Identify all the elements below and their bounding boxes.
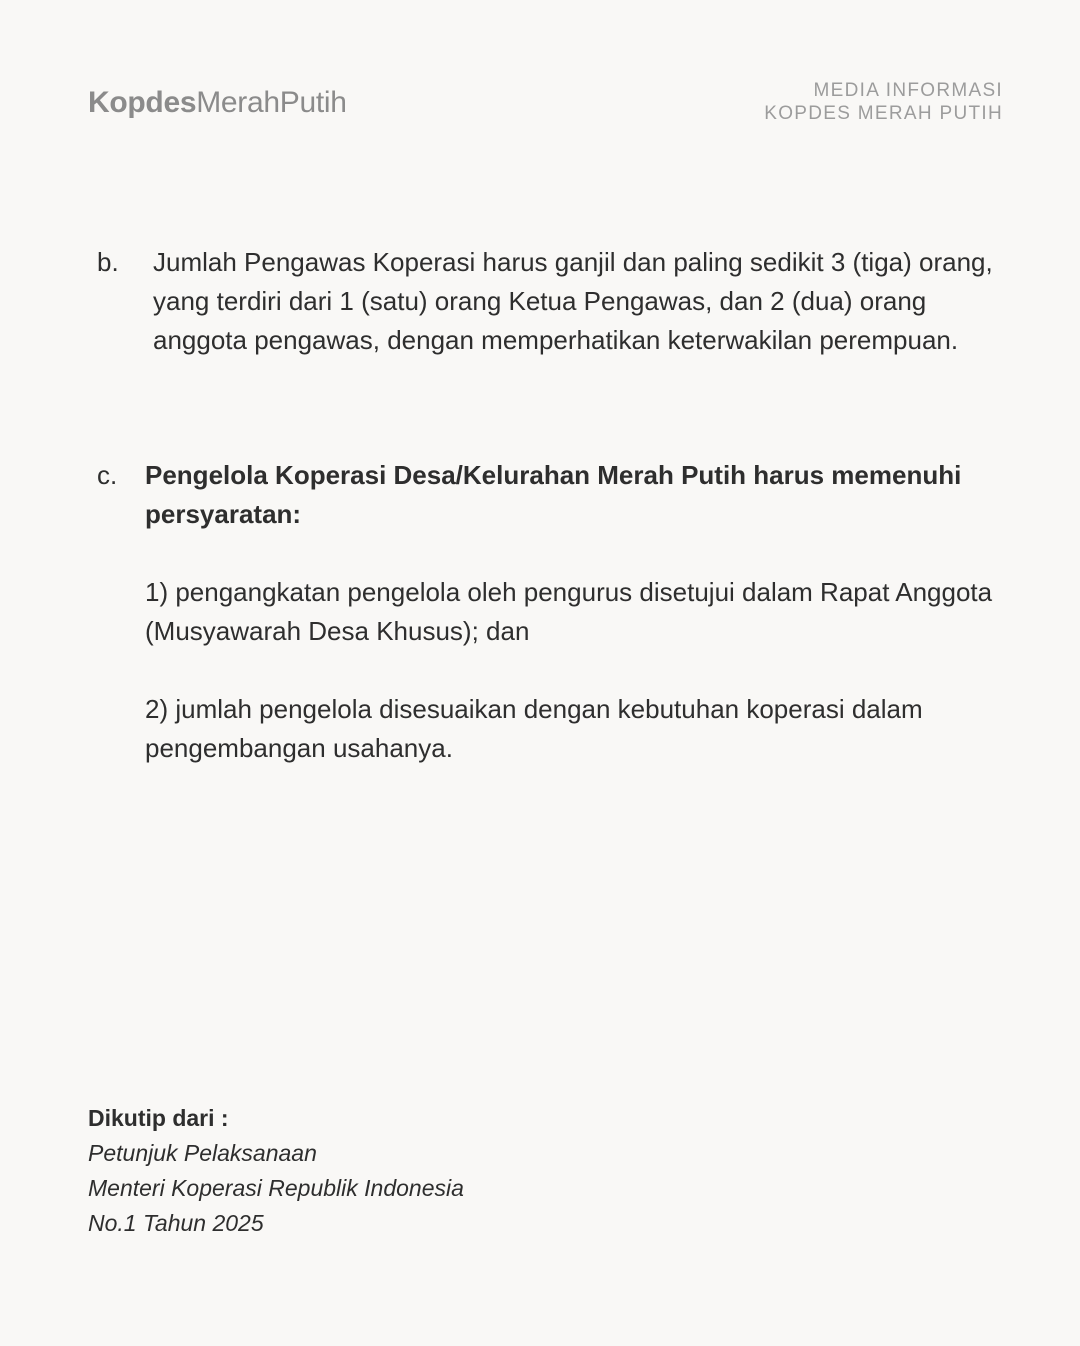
sub-item-1: 1) pengangkatan pengelola oleh pengurus disetujui dalam Rapat Anggota (Musyawarah Desa Khusus); dan (145, 577, 993, 646)
citation-line-1: Petunjuk Pelaksanaan (88, 1140, 317, 1166)
tagline-line-2: KOPDES MERAH PUTIH (764, 103, 1003, 124)
sub-item-2: 2) jumlah pengelola disesuaikan dengan kebutuhan koperasi dalam pengembangan usahanya. (145, 694, 923, 763)
list-item-b-text: Jumlah Pengawas Koperasi harus ganjil dan paling sedikit 3 (tiga) orang, yang terdiri dari 1 (satu) orang Ketua Pengawas, dan 2 (dua) orang anggota pengawas, dengan memperhatikan keterwakilan perempuan. (153, 247, 993, 355)
list-marker-b: b. (97, 247, 119, 277)
brand-logo (88, 84, 347, 122)
citation-label: Dikutip dari : (88, 1105, 229, 1131)
brand-logo-light: MerahPutih (196, 86, 347, 119)
header-tagline (764, 79, 1003, 125)
brand-logo-bold: Kopdes (88, 86, 197, 119)
list-item-b (97, 243, 997, 360)
tagline-line-1: MEDIA INFORMASI (813, 80, 1003, 101)
list-marker-c: c. (97, 460, 118, 490)
citation-line-3: No.1 Tahun 2025 (88, 1210, 264, 1236)
citation-line-2: Menteri Koperasi Republik Indonesia (88, 1175, 464, 1201)
list-item-c-heading: Pengelola Koperasi Desa/Kelurahan Merah Putih harus memenuhi persyaratan: (145, 460, 962, 529)
citation (88, 1101, 464, 1241)
list-item-c (97, 456, 997, 768)
